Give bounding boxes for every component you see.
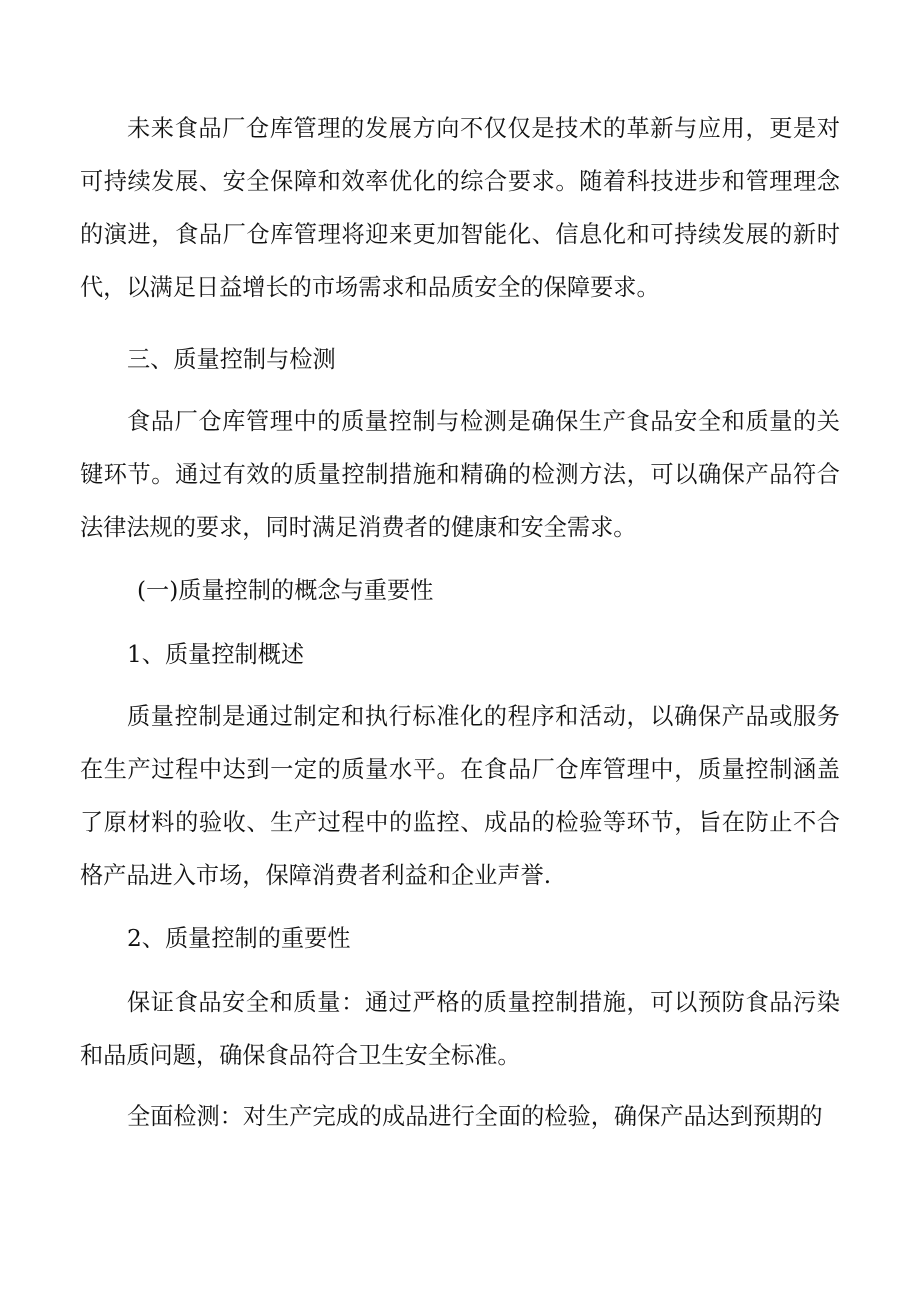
paragraph-future-warehouse: 未来食品厂仓库管理的发展方向不仅仅是技术的革新与应用，更是对可持续发展、安全保障和效率优化的综合要求。随着科技进步和管理理念的演进，食品厂仓库管理将迎来更加智能化、信息化和可持续发展的新时代，以满足日益增长的市场需求和品质安全的保障要求。 <box>80 115 840 301</box>
paragraph-quality-intro: 食品厂仓库管理中的质量控制与检测是确保生产食品安全和质量的关键环节。通过有效的质量控制措施和精确的检测方法，可以确保产品符合法律法规的要求，同时满足消费者的健康和安全需求。 <box>80 408 840 541</box>
item-heading-importance: 2、质量控制的重要性 <box>127 925 351 952</box>
paragraph-full-inspection: 全面检测：对生产完成的成品进行全面的检验，确保产品达到预期的 <box>127 1103 823 1130</box>
subsection-heading-concept: (一)质量控制的概念与重要性 <box>137 577 434 604</box>
paragraph-quality-overview: 质量控制是通过制定和执行标准化的程序和活动，以确保产品或服务在生产过程中达到一定的质量水平。在食品厂仓库管理中，质量控制涵盖了原材料的验收、生产过程中的监控、成品的检验等环节，旨在防止不合格产品进入市场，保障消费者利益和企业声誉. <box>80 703 840 889</box>
paragraph-food-safety: 保证食品安全和质量：通过严格的质量控制措施，可以预防食品污染和品质问题，确保食品符合卫生安全标准。 <box>80 989 840 1069</box>
item-heading-overview: 1、质量控制概述 <box>127 641 305 668</box>
section-heading-quality-control: 三、质量控制与检测 <box>127 346 336 373</box>
